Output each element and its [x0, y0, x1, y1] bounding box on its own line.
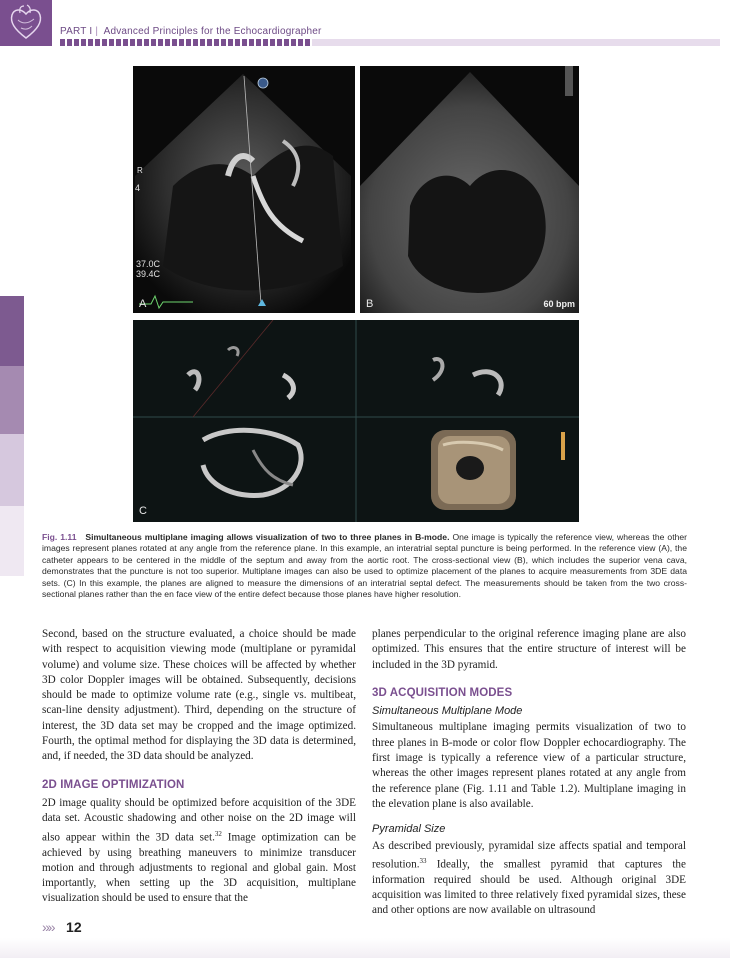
paragraph: Second, based on the structure evaluated, a choice should be made with respect to acquisition viewing mode (multiplane or pyramidal volume) and volume size. These choices will be affected by whether 3D color Doppler images will be obtained. Subsequently, decisions should be made to optimize volume rate (e.g., single vs. multibeat, scan-line density adjustment). Third, depending on the structure of interest, the 3D data set may be cropped and the image optimized. Fourth, the optimal method for displaying the 3D data is determined, and, if needed, the 3D data should be analyzed.: [42, 628, 356, 763]
thumb-tab-1: [0, 296, 24, 366]
echo-image-a: [133, 66, 355, 313]
figure-number: Fig. 1.11: [42, 532, 77, 542]
paragraph: Simultaneous multiplane imaging permits visualization of two to three planes in B-mode or color flow Doppler echocardiography. The first image is typically a reference view of a particular structure, whereas the other images represent planes rotated at any angle from the reference plane (Fig. 1.11 and Table 1.2). Multiplane imaging in the elevation plane is also available.: [372, 721, 686, 810]
paragraph-text: Ideally, the smallest pyramid that captures the information required should be used. Although original 3DE acquisition was limited to three relatively fixed pyramidal sizes, these and other options are now available on ultrasound: [372, 858, 686, 917]
echo-panel-a: [133, 66, 355, 313]
subheading-pyramidal-size: Pyramidal Size: [372, 823, 446, 836]
figure-title: Simultaneous multiplane imaging allows visualization of two to three planes in B-mode.: [85, 532, 450, 542]
panel-label-c: C: [139, 505, 147, 517]
running-header: PART I | Advanced Principles for the Echocardiographer: [60, 26, 322, 37]
paragraph-text: Image optimization can be achieved by using breathing maneuvers to minimize transducer motion and through adjustments to regional and global gain. Most importantly, when setting up the 3D acquisition, multiplane visualization should be used to ensure that the: [42, 831, 356, 905]
marker-r: R: [137, 166, 143, 175]
footer-band: [0, 938, 730, 958]
subheading-simultaneous-multiplane-mode: Simultaneous Multiplane Mode: [372, 705, 523, 718]
right-column: [372, 627, 686, 919]
panel-label-a: A: [139, 298, 147, 310]
paragraph: planes perpendicular to the original reference imaging plane are also optimized. This ensures that the entire structure of interest will be included in the 3D pyramid.: [372, 628, 686, 671]
temperature-readout-2: 39.4C: [136, 269, 161, 279]
echo-panel-c: [133, 320, 579, 522]
echo-image-c: [133, 320, 579, 522]
reference-superscript: 32: [214, 829, 222, 838]
chevron-icon: »»: [42, 919, 54, 935]
part-label: PART I: [60, 26, 93, 37]
temperature-readout-1: 37.0C: [136, 259, 161, 269]
echo-panel-b: [360, 66, 579, 313]
thumb-tab-4: [0, 506, 24, 576]
paragraph: [372, 839, 686, 919]
paragraph-text: 2D image quality should be optimized before acquisition of the 3DE data set. Acoustic shadowing and other noise on the 2D image will also appear within the 3D data set.: [42, 796, 356, 844]
figure-caption-text: One image is typically the reference view, whereas the other images represent planes rotated at any angle from the reference plane. In this example, an interatrial septal puncture is being performed. In the reference view (A), the catheter appears to be centered in the middle of the septum and away from the aortic root. The cross-sectional view (B), which includes the superior vena cava, demonstrates that the puncture is not too superior. Multiplane images can also be used to optimize placement of the planes to acquire measurements from 3DE data sets. (C) In this example, the planes are aligned to measure the dimensions of an interatrial septal defect. The measurements should be taken from the two cross-sectional planes rather than the en face view of the entire defect because those planes have higher resolution.: [42, 532, 687, 600]
running-header-title: Advanced Principles for the Echocardiographer: [103, 26, 322, 37]
figure-caption: [42, 532, 687, 600]
chapter-heart-icon: [0, 0, 52, 46]
header-pattern-stripe: [60, 39, 312, 46]
page-number: 12: [66, 919, 82, 935]
section-heading-2d-image-optimization: 2D IMAGE OPTIMIZATION: [42, 778, 185, 791]
heart-rate-readout: 60 bpm: [543, 299, 575, 309]
left-column: [42, 627, 356, 907]
page-footer: [42, 919, 82, 937]
figure-1-11: [133, 66, 579, 522]
thumb-tab-3: [0, 434, 24, 506]
marker-4: 4: [135, 183, 141, 193]
paragraph-text: As described previously, pyramidal size affects spatial and temporal resolution.: [372, 839, 686, 871]
echo-image-b: [360, 66, 579, 313]
paragraph: [42, 796, 356, 907]
reference-superscript: 33: [419, 856, 427, 865]
thumb-tab-2: [0, 366, 24, 434]
panel-label-b: B: [366, 298, 374, 310]
section-heading-3d-acquisition-modes: 3D ACQUISITION MODES: [372, 686, 513, 699]
